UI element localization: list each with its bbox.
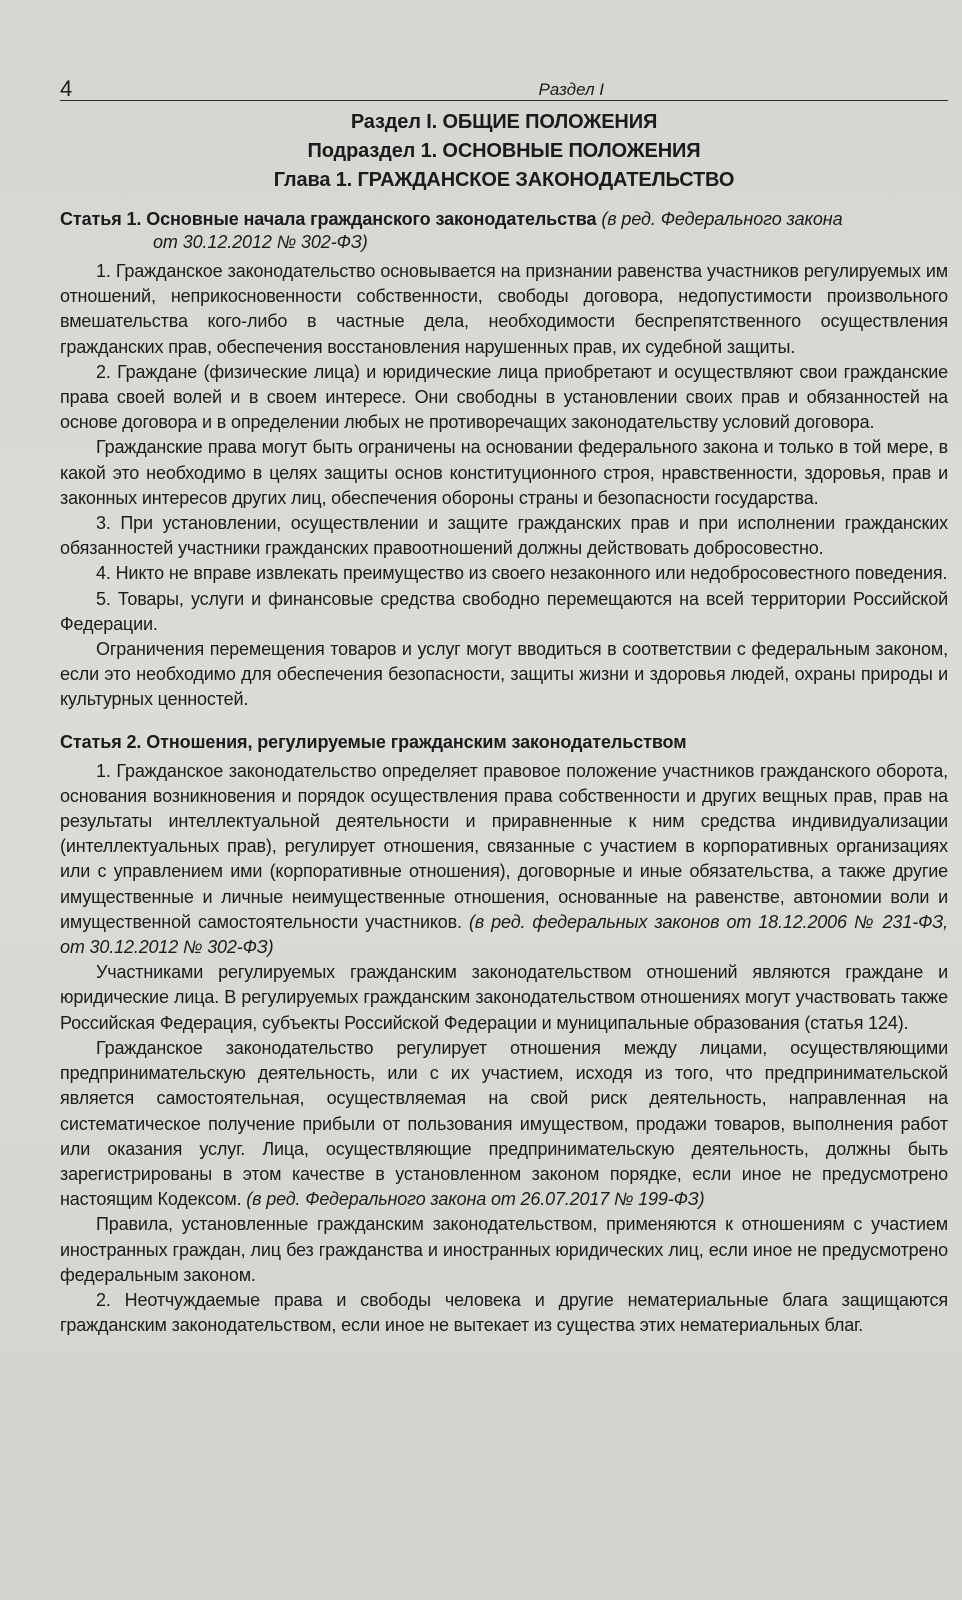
article-1-paragraph: 4. Никто не вправе извлекать преимущество из своего незаконного или недобросовестного поведения. [96, 563, 948, 584]
article-2-paragraph [60, 1036, 948, 1212]
subsection-heading: Подраздел 1. ОСНОВНЫЕ ПОЛОЖЕНИЯ [307, 140, 701, 162]
article-1-paragraph: Ограничения перемещения товаров и услуг могут вводиться в соответствии с федеральным законом, если это необходимо для обеспечения безопасности, защиты жизни и здоровья людей, охраны природы и культурных ценностей. [60, 639, 948, 710]
article-1-paragraph: 5. Товары, услуги и финансовые средства свободно перемещаются на всей территории Российской Федерации. [60, 588, 948, 634]
article-1-title-text: Статья 1. Основные начала гражданского законодательства [60, 209, 597, 229]
page-number: 4 [60, 76, 73, 101]
article-1-paragraph: 2. Граждане (физические лица) и юридические лица приобретают и осуществляют свои гражданские права своей волей и в своем интересе. Они свободны в установлении своих прав и обязанностей на основе договора и в определении любых не противоречащих законодательству условий договора. [60, 361, 948, 433]
section-heading: Раздел I. ОБЩИЕ ПОЛОЖЕНИЯ [350, 111, 658, 133]
article-2-paragraph-text: 1. Гражданское законодательство определяет правовое положение участников гражданского оборота, основания возникновения и порядок осуществления права собственности и других вещных прав, прав на результаты интеллектуальной деятельности и приравненные к ним средства индивидуализации (интеллектуальных прав), регулирует отношения, связанные с участием в корпоративных организациях или с управлением ими (корпоративные отношения), договорные и иные обязательства, а также другие имущественные и личные неимущественные отношения, основанные на равенстве, автономии воли и имущественной самостоятельности участников. [60, 760, 948, 932]
article-1-paragraph: 1. Гражданское законодательство основывается на признании равенства участников регулируемых им отношений, неприкосновенности собственности, свободы договора, недопустимости произвольного вмешательства кого-либо в частные дела, необходимости беспрепятственного осуществления гражданских прав, обеспечения восстановления нарушенных прав, их судебной защиты. [60, 261, 948, 357]
article-2-amendment-note: (в ред. Федерального закона от 26.07.2017 № 199-ФЗ) [246, 1189, 705, 1210]
article-1-title [60, 208, 948, 254]
article-2-title: Статья 2. Отношения, регулируемые гражданским законодательством [60, 731, 687, 752]
running-header [60, 74, 948, 101]
article-2-paragraph: Правила, установленные гражданским законодательством, применяются к отношениям с участием иностранных граждан, лиц без гражданства и иностранных юридических лиц, если иное не предусмотрено федеральным законом. [60, 1214, 948, 1285]
running-title: Раздел I [538, 80, 604, 99]
article-1-amendment-note: (в ред. Федерального закона [601, 209, 843, 229]
article-2-paragraph: Участниками регулируемых гражданским законодательством отношений являются граждане и юридические лица. В регулируемых гражданским законодательством отношениях могут участвовать также Российская Федерация, субъекты Российской Федерации и муниципальные образования (статья 124). [60, 962, 948, 1033]
article-2-paragraph-text: Гражданское законодательство регулирует отношения между лицами, осуществляющими предпринимательскую деятельность, или с их участием, исходя из того, что предпринимательской является самостоятельная, осуществляемая на свой риск деятельность, направленная на систематическое получение прибыли от пользования имуществом, продажи товаров, выполнения работ или оказания услуг. Лица, осуществляющие предпринимательскую деятельность, должны быть зарегистрированы в этом качестве в установленном законом порядке, если иное не предусмотрено настоящим Кодексом. [60, 1037, 948, 1210]
article-1-paragraph: Гражданские права могут быть ограничены на основании федерального закона и только в той мере, в какой это необходимо в целях защиты основ конституционного строя, нравственности, здоровья, прав и законных интересов других лиц, обеспечения обороны страны и безопасности государства. [60, 437, 948, 508]
chapter-heading: Глава 1. ГРАЖДАНСКОЕ ЗАКОНОДАТЕЛЬСТВО [273, 169, 735, 191]
article-1-amendment-note-date: от 30.12.2012 № 302-ФЗ) [153, 232, 368, 252]
article-2-paragraph: 2. Неотчуждаемые права и свободы человека и другие нематериальные блага защищаются гражданским законодательством, если иное не вытекает из существа этих нематериальных благ. [60, 1289, 948, 1336]
article-2-paragraph [60, 759, 948, 961]
article-2-amendment-note: (в ред. федеральных законов от 18.12.2006 № 231-ФЗ, от 30.12.2012 № 302-ФЗ) [60, 911, 948, 958]
article-1-paragraph: 3. При установлении, осуществлении и защите гражданских прав и при исполнении гражданских обязанностей участники гражданских правоотношений должны действовать добросовестно. [60, 513, 948, 559]
